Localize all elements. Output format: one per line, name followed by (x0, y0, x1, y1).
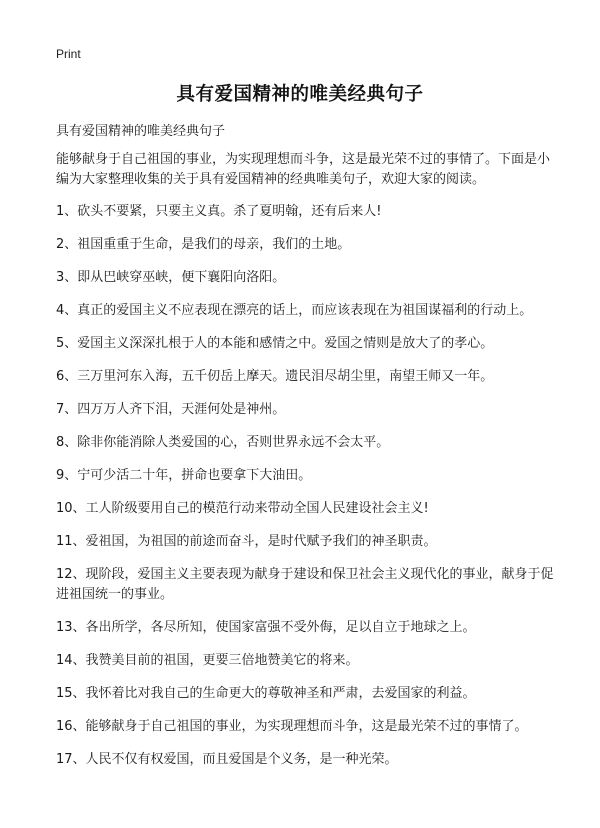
quote-item: 12、现阶段，爱国主义主要表现为献身于建设和保卫社会主义现代化的事业，献身于促进祖国统一的事业。 (56, 567, 554, 602)
document-title: 具有爱国精神的唯美经典句子 (176, 84, 424, 105)
intro-paragraph: 能够献身于自己祖国的事业，为实现理想而斗争，这是最光荣不过的事情了。下面是小编为大家整理收集的关于具有爱国精神的经典唯美句子，欢迎大家的阅读。 (56, 152, 551, 187)
quote-item: 10、工人阶级要用自己的模范行动来带动全国人民建设社会主义! (56, 501, 429, 516)
quote-item: 6、三万里河东入海，五千仞岳上摩天。遗民泪尽胡尘里，南望王师又一年。 (56, 369, 494, 384)
quote-item: 11、爱祖国，为祖国的前途而奋斗，是时代赋予我们的神圣职责。 (56, 534, 437, 549)
quote-item: 1、砍头不要紧，只要主义真。杀了夏明翰，还有后来人! (56, 204, 382, 219)
quote-list (56, 202, 556, 783)
document-subtitle: 具有爱国精神的唯美经典句子 (56, 124, 226, 139)
quote-item: 4、真正的爱国主义不应表现在漂亮的话上，而应该表现在为祖国谋福利的行动上。 (56, 303, 533, 318)
quote-item: 3、即从巴峡穿巫峡，便下襄阳向洛阳。 (56, 270, 286, 285)
quote-item: 16、能够献身于自己祖国的事业，为实现理想而斗争，这是最光荣不过的事情了。 (56, 718, 528, 734)
quote-item: 9、宁可少活二十年，拼命也要拿下大油田。 (56, 468, 312, 483)
print-label: Print (56, 47, 81, 61)
quote-item: 7、四万万人齐下泪，天涯何处是神州。 (56, 402, 286, 417)
quote-item: 5、爱国主义深深扎根于人的本能和感情之中。爱国之情则是放大了的孝心。 (56, 336, 494, 351)
quote-item: 13、各出所学，各尽所知，使国家富强不受外侮，足以自立于地球之上。 (56, 619, 476, 635)
quote-item: 15、我怀着比对我自己的生命更大的尊敬神圣和严肃，去爱国家的利益。 (56, 685, 476, 701)
quote-item: 14、我赞美目前的祖国，更要三倍地赞美它的将来。 (56, 652, 359, 668)
quote-item: 17、人民不仅有权爱国，而且爱国是个义务，是一种光荣。 (56, 751, 398, 767)
quote-item: 2、祖国重重于生命，是我们的母亲，我们的土地。 (56, 237, 351, 252)
quote-item: 8、除非你能消除人类爱国的心，否则世界永远不会太平。 (56, 435, 390, 450)
